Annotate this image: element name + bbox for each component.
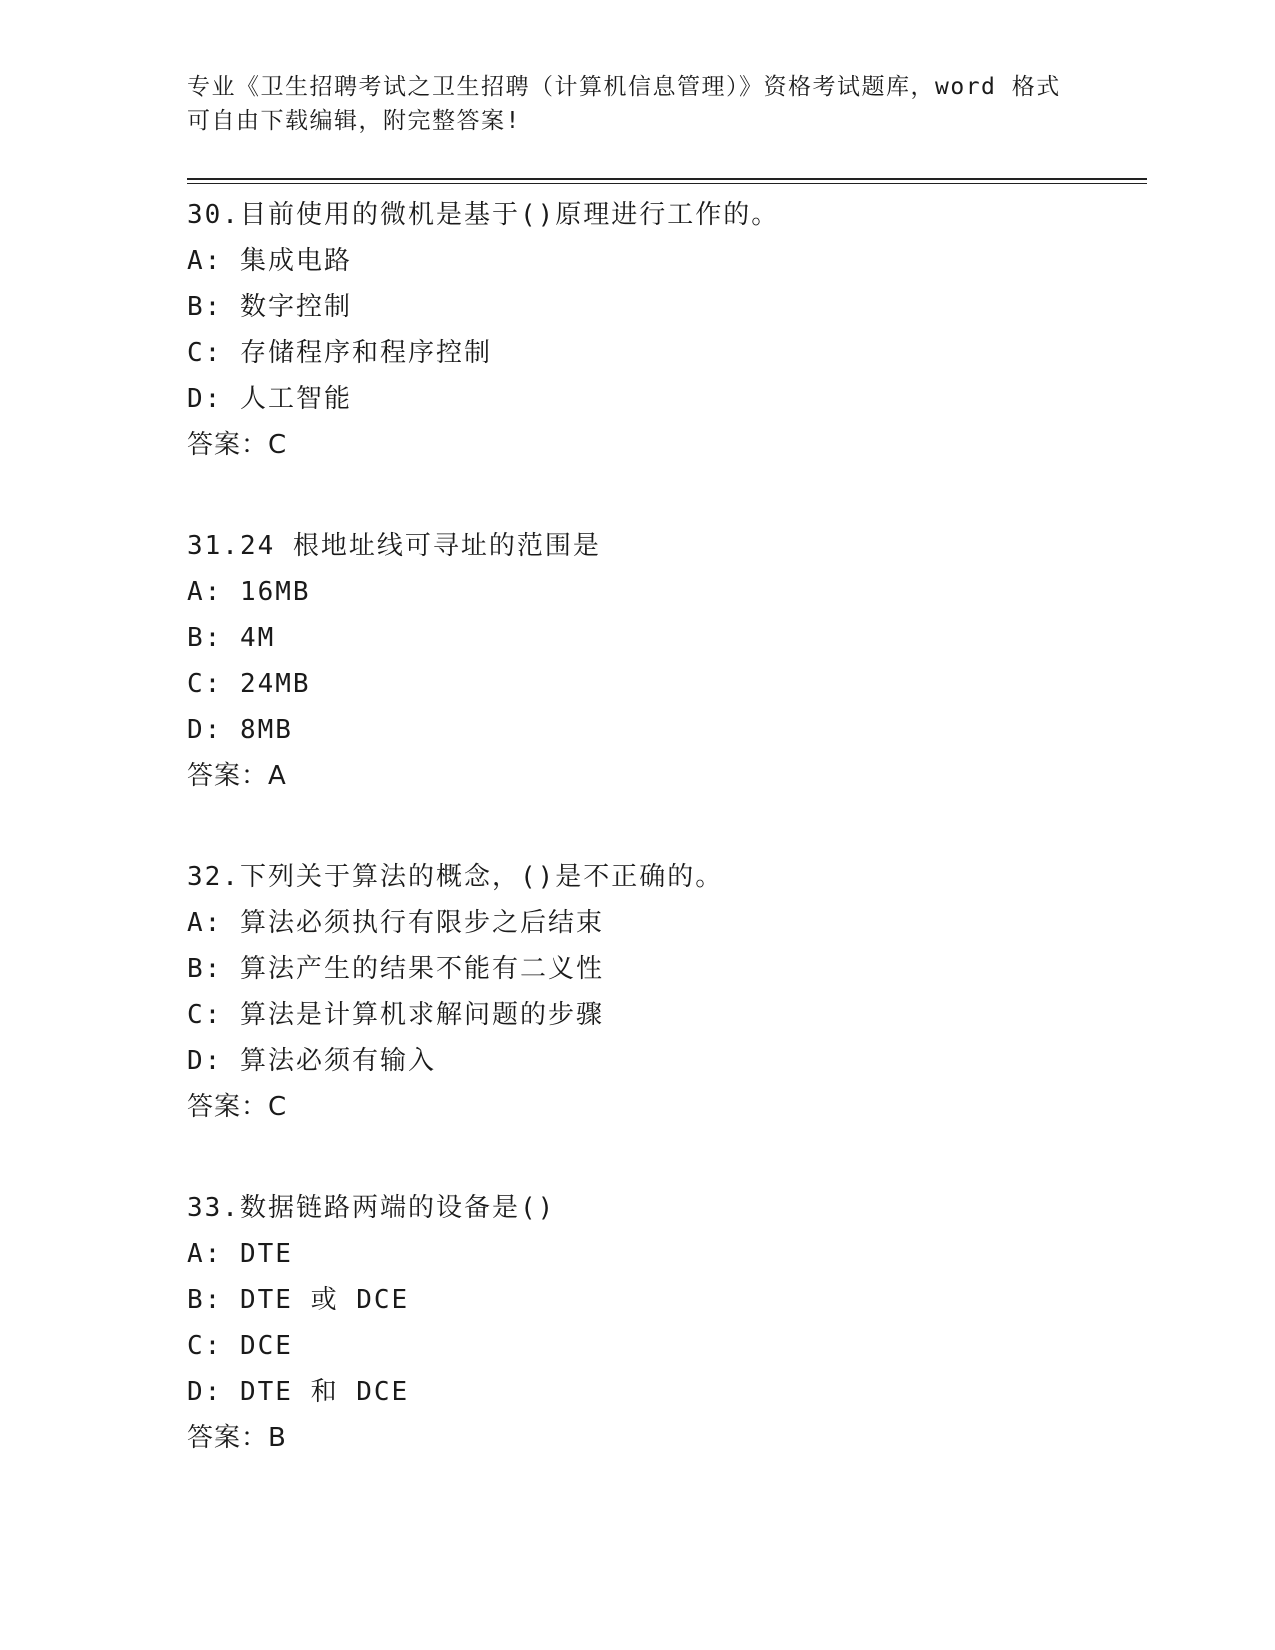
question-30 xyxy=(187,192,1147,468)
document-page xyxy=(187,70,1147,1461)
option-a: A: 集成电路 xyxy=(187,246,352,276)
option-d: D: DTE 和 DCE xyxy=(187,1377,410,1407)
question-stem: 30.目前使用的微机是基于()原理进行工作的。 xyxy=(187,200,780,230)
answer-line: 答案：B xyxy=(187,1423,287,1453)
question-stem: 31.24 根地址线可寻址的范围是 xyxy=(187,531,601,561)
option-c: C: DCE xyxy=(187,1331,293,1361)
option-b: B: 4M xyxy=(187,623,276,653)
header-divider xyxy=(187,178,1147,184)
question-32 xyxy=(187,854,1147,1130)
option-c: C: 存储程序和程序控制 xyxy=(187,338,492,368)
option-b: B: 算法产生的结果不能有二义性 xyxy=(187,954,604,984)
question-33 xyxy=(187,1185,1147,1461)
question-stem: 32.下列关于算法的概念，()是不正确的。 xyxy=(187,862,724,892)
question-31 xyxy=(187,523,1147,799)
option-b: B: 数字控制 xyxy=(187,292,352,322)
answer-line: 答案：C xyxy=(187,430,288,460)
option-d: D: 8MB xyxy=(187,715,293,745)
option-a: A: DTE xyxy=(187,1239,293,1269)
option-a: A: 16MB xyxy=(187,577,311,607)
option-a: A: 算法必须执行有限步之后结束 xyxy=(187,908,604,938)
answer-line: 答案：A xyxy=(187,761,287,791)
header-line-1: 专业《卫生招聘考试之卫生招聘（计算机信息管理）》资格考试题库，word 格式 xyxy=(187,74,1061,100)
option-b: B: DTE 或 DCE xyxy=(187,1285,410,1315)
header-line-2: 可自由下载编辑，附完整答案! xyxy=(187,108,521,134)
option-d: D: 算法必须有输入 xyxy=(187,1046,436,1076)
option-c: C: 算法是计算机求解问题的步骤 xyxy=(187,1000,604,1030)
question-stem: 33.数据链路两端的设备是() xyxy=(187,1193,556,1223)
answer-line: 答案：C xyxy=(187,1092,288,1122)
option-d: D: 人工智能 xyxy=(187,384,352,414)
option-c: C: 24MB xyxy=(187,669,311,699)
